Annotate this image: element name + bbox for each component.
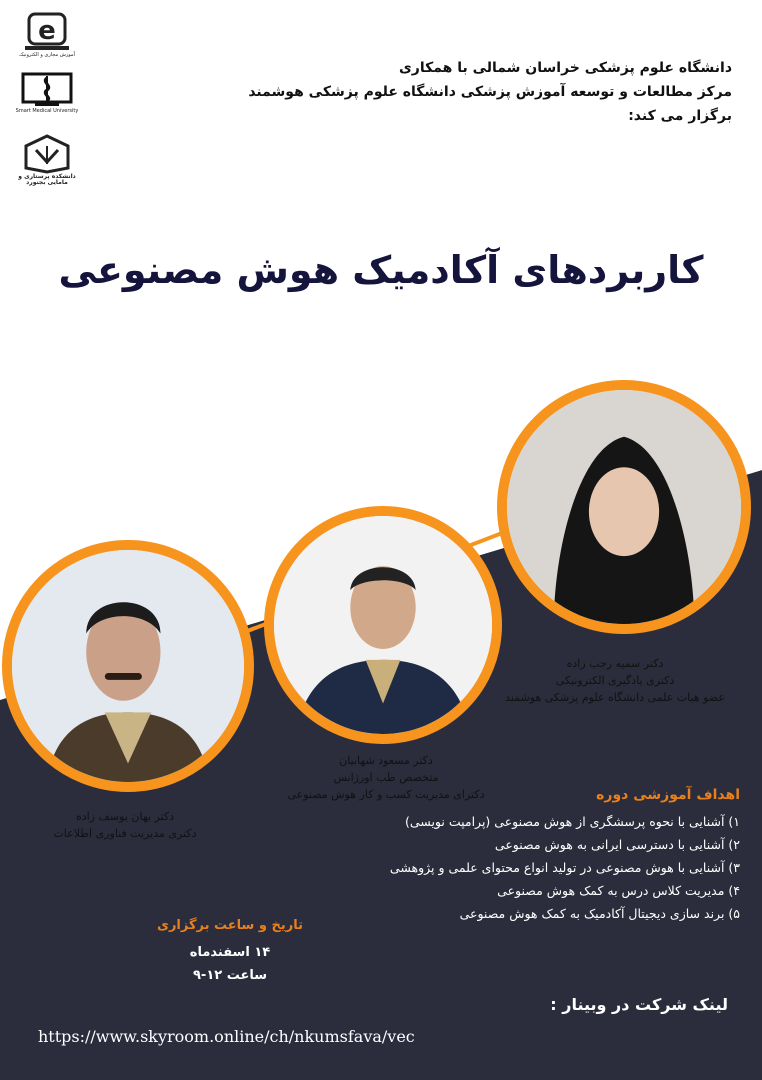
- logo-caption: Smart Medical University: [15, 108, 79, 114]
- e-learning-logo-icon: [25, 10, 69, 52]
- svg-text:e: e: [38, 16, 56, 46]
- goal-item: ۵) برند سازی دیجیتال آکادمیک به کمک هوش مصنوعی: [459, 906, 740, 921]
- speaker-photo-3: [2, 540, 254, 792]
- goals-list: [390, 810, 740, 925]
- speaker-photo-2: [264, 506, 502, 744]
- webinar-link[interactable]: https://www.skyroom.online/ch/nkumsfava/vec: [38, 1027, 415, 1046]
- logo-smart-medical-university: [8, 72, 86, 114]
- logo-caption: دانشکده پرستاری و مامایی بجنورد: [18, 173, 76, 186]
- goal-item: ۲) آشنایی با دسترسی ایرانی به هوش مصنوعی: [494, 837, 740, 852]
- goals-title: اهداف آموزشی دوره: [596, 787, 740, 803]
- speaker-caption-2: [255, 752, 517, 803]
- speaker-degree: دکتری یادگیری الکترونیکی: [555, 674, 675, 687]
- logo-nursing-faculty: [8, 132, 86, 186]
- smart-medical-university-logo-icon: [21, 72, 73, 108]
- speaker-portrait-icon: [507, 390, 741, 624]
- speaker-degree: دکترای مدیریت کسب و کار هوش مصنوعی: [287, 788, 485, 801]
- speaker-affiliation: عضو هیات علمی دانشگاه علوم پزشکی هوشمند: [505, 691, 725, 704]
- speaker-caption-1: [480, 655, 750, 706]
- speaker-name: دکتر مسعود شهابیان: [339, 754, 433, 767]
- speaker-portrait-icon: [12, 550, 244, 782]
- goal-item: ۴) مدیریت کلاس درس به کمک هوش مصنوعی: [497, 883, 740, 898]
- nursing-midwifery-faculty-logo-icon: [22, 132, 72, 174]
- header-line-1: دانشگاه علوم پزشکی خراسان شمالی با همکاری: [398, 60, 732, 76]
- goal-item: ۱) آشنایی با نحوه پرسشگری از هوش مصنوعی (پرامپت نویسی): [405, 814, 740, 829]
- speaker-portrait-icon: [274, 516, 492, 734]
- header-line-3: برگزار می کند:: [628, 108, 732, 124]
- schedule-date: ۱۴ اسفندماه: [189, 945, 271, 960]
- logo-caption: آموزش مجازی و الکترونیک: [19, 52, 75, 58]
- goal-item: ۳) آشنایی با هوش مصنوعی در تولید انواع محتوای علمی و پژوهشی: [389, 860, 740, 875]
- speaker-degree: دکتری مدیریت فناوری اطلاعات: [53, 827, 197, 840]
- schedule-title: تاریخ و ساعت برگزاری: [157, 918, 303, 933]
- schedule-time: ساعت ۱۲-۹: [192, 968, 268, 983]
- logo-e-learning: [8, 10, 86, 58]
- header-line-2: مرکز مطالعات و توسعه آموزش پزشکی دانشگاه علوم پزشکی هوشمند: [248, 84, 732, 100]
- speaker-name: دکتر سمیه رجب زاده: [566, 657, 664, 670]
- speaker-caption-3: [0, 808, 250, 842]
- speaker-photo-1: [497, 380, 751, 634]
- speaker-specialty: متخصص طب اورژانس: [333, 771, 439, 784]
- speaker-name: دکتر یهان یوسف زاده: [76, 810, 174, 823]
- poster-title: کاربردهای آکادمیک هوش مصنوعی: [58, 248, 704, 292]
- webinar-link-title: لینک شرکت در وبینار :: [550, 995, 728, 1014]
